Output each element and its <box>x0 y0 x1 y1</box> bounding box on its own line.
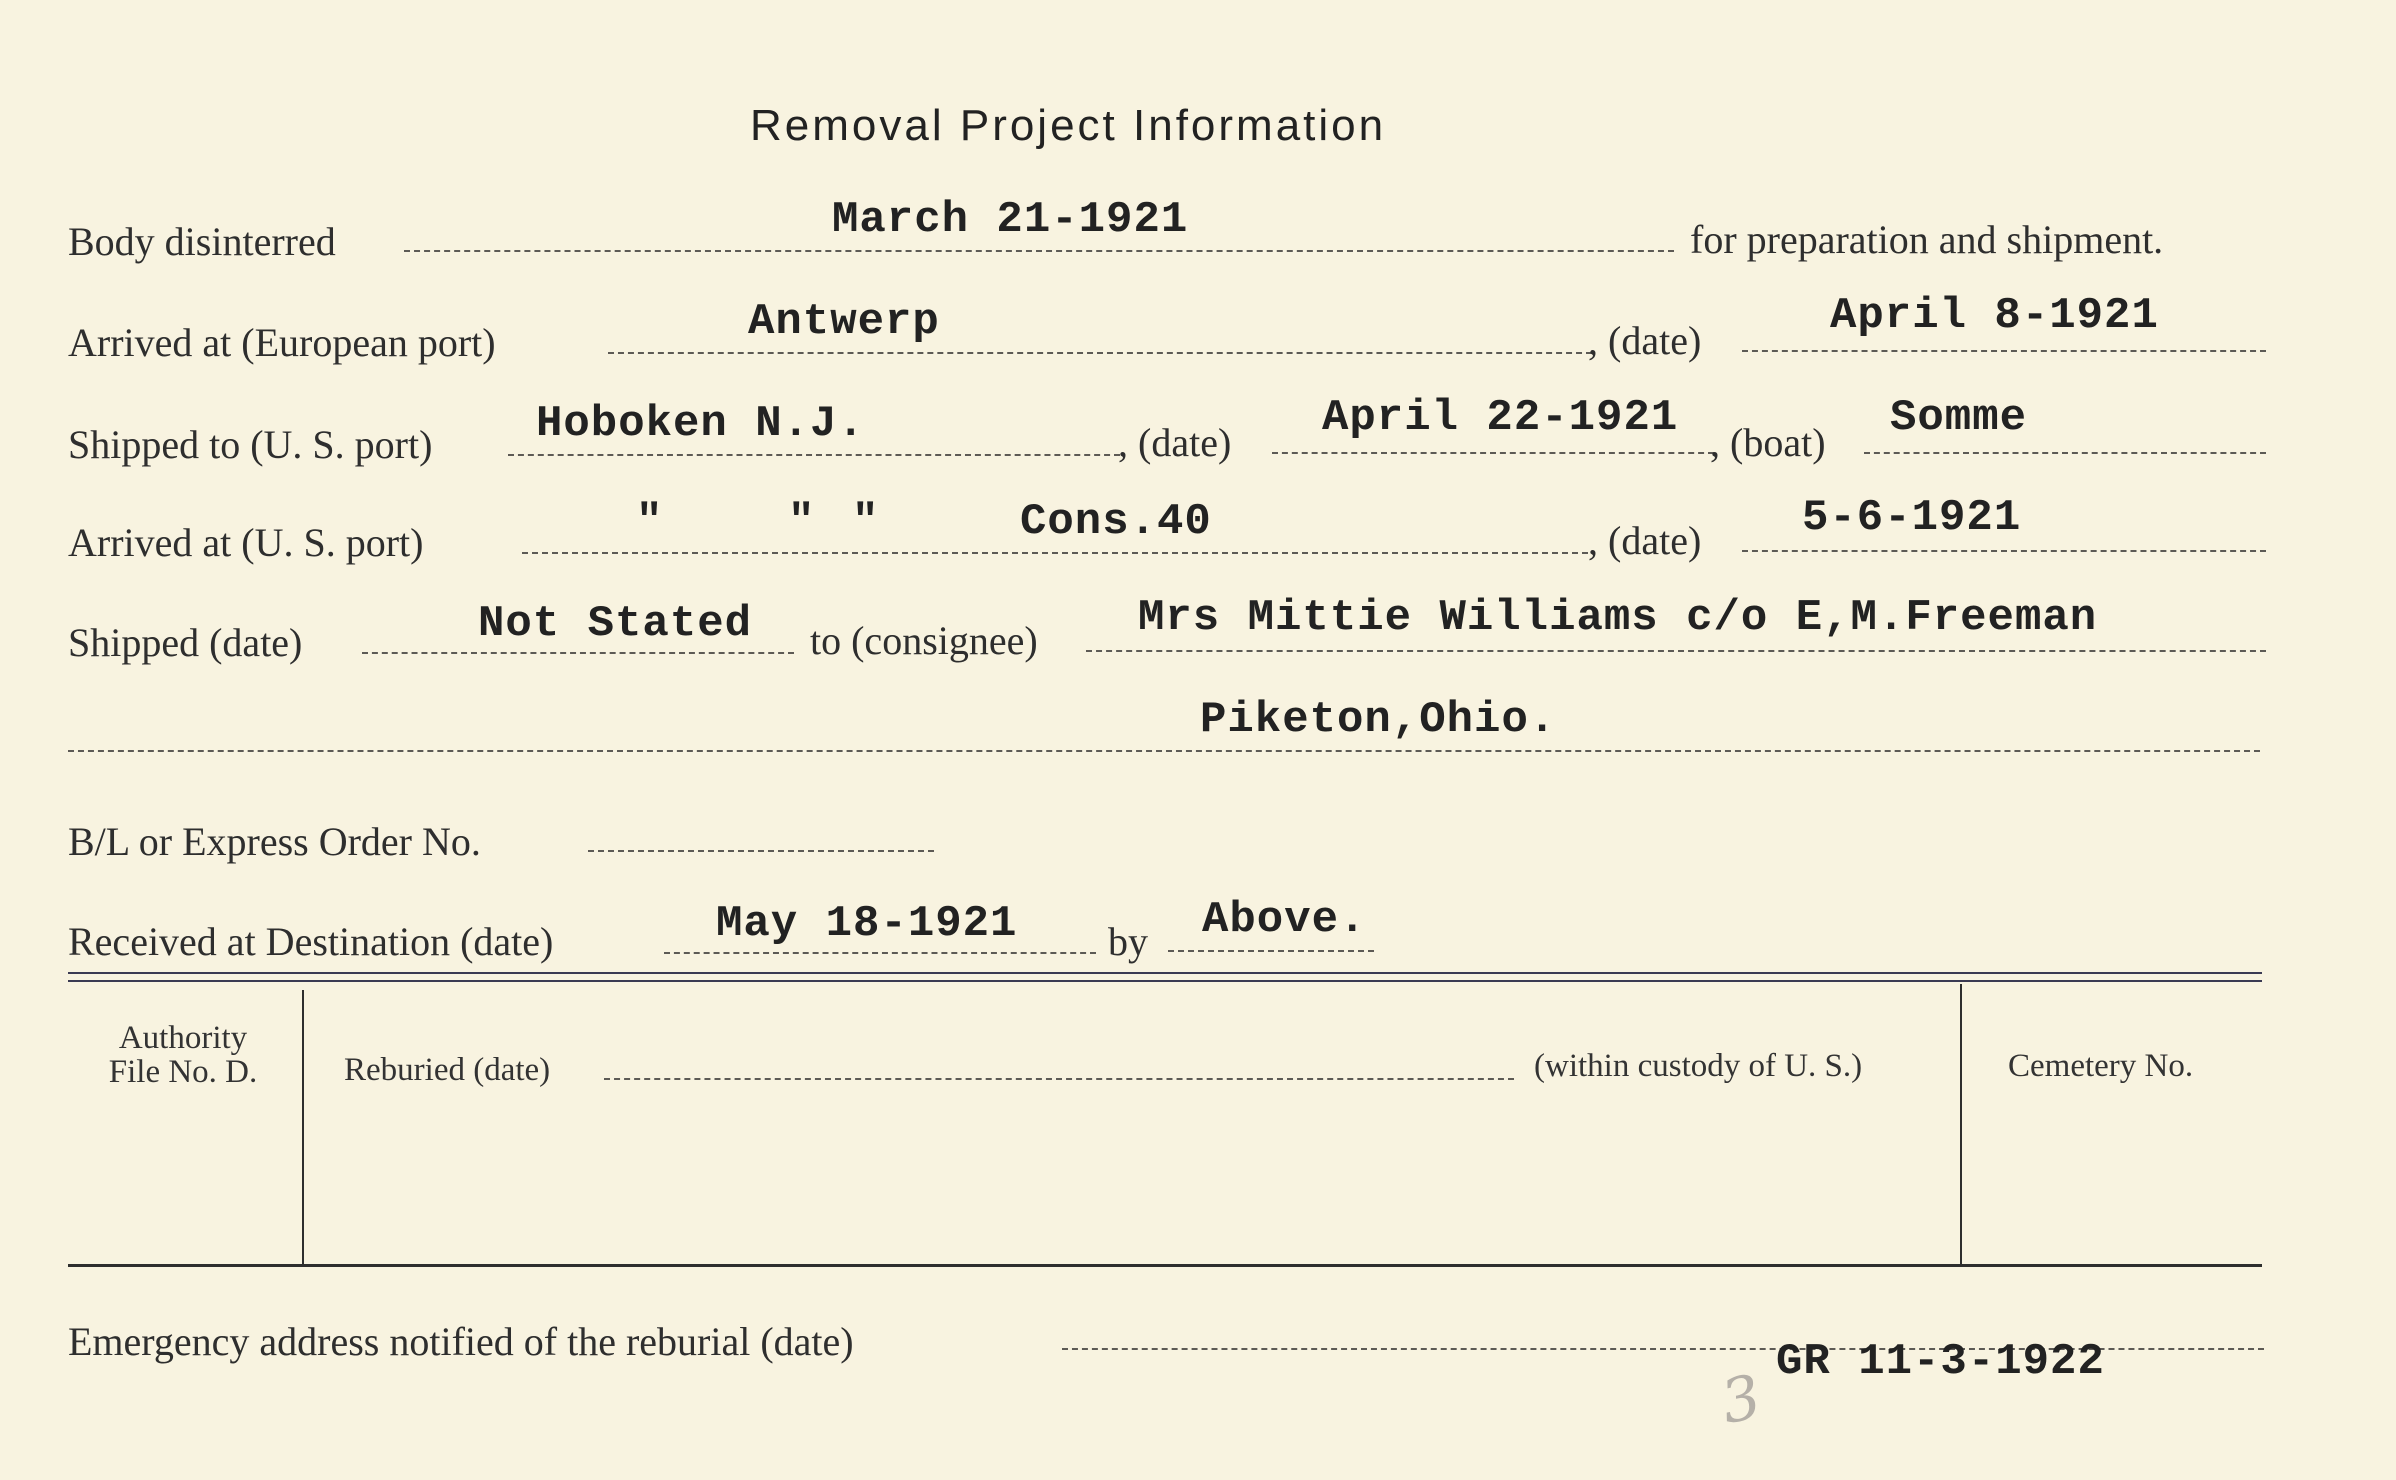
consignee-line <box>1086 650 2266 652</box>
reburied-line <box>604 1078 1514 1080</box>
received-label: Received at Destination (date) <box>68 919 554 964</box>
european-port-label: Arrived at (European port) <box>68 320 496 365</box>
shipped-to-boat-value: Somme <box>1890 393 2028 443</box>
disinterred-line <box>404 250 1674 252</box>
table-divider-right <box>1960 984 1962 1264</box>
us-port-date-label: , (date) <box>1588 518 1702 563</box>
disinterred-label: Body disinterred <box>68 219 336 264</box>
received-by-label: by <box>1108 919 1148 964</box>
consignee-label: to (consignee) <box>810 618 1038 663</box>
consignee-value: Mrs Mittie Williams c/o E,M.Freeman <box>1138 593 2098 643</box>
consignee-line-2 <box>68 750 2260 752</box>
shipped-to-date-line <box>1272 452 1714 454</box>
shipped-to-value: Hoboken N.J. <box>536 399 865 449</box>
bl-label: B/L or Express Order No. <box>68 819 481 864</box>
received-by-value: Above. <box>1202 895 1367 945</box>
table-top-rule-2 <box>68 980 2262 982</box>
european-port-date-label: , (date) <box>1588 318 1702 363</box>
table-bottom-rule <box>68 1264 2262 1267</box>
us-port-ditto-2: " <box>788 497 816 547</box>
table-divider-left <box>302 990 304 1264</box>
received-by-line <box>1168 950 1374 952</box>
emergency-value: GR 11-3-1922 <box>1776 1337 2105 1387</box>
shipped-to-line <box>508 454 1120 456</box>
bl-line <box>588 850 934 852</box>
emergency-label: Emergency address notified of the reburial (date) <box>68 1319 854 1364</box>
shipped-to-boat-label: , (boat) <box>1710 420 1826 465</box>
shipped-to-date-label: , (date) <box>1118 420 1232 465</box>
european-port-value: Antwerp <box>748 297 940 347</box>
european-port-date-line <box>1742 350 2266 352</box>
disinterred-suffix: for preparation and shipment. <box>1690 217 2164 262</box>
us-port-date-line <box>1742 550 2266 552</box>
us-port-ditto-3: " <box>852 497 880 547</box>
pencil-mark: 3 <box>1715 1361 1768 1439</box>
shipped-to-label: Shipped to (U. S. port) <box>68 422 433 467</box>
shipped-date-line <box>362 652 794 654</box>
authority-label-line1: Authority <box>118 1020 248 1056</box>
us-port-cons: Cons.40 <box>1020 497 1212 547</box>
authority-label-line2: File No. D. <box>108 1054 258 1090</box>
us-port-date-value: 5-6-1921 <box>1802 493 2022 543</box>
european-port-line <box>608 352 1592 354</box>
cemetery-label: Cemetery No. <box>2008 1048 2194 1084</box>
us-port-ditto-1: " <box>636 497 664 547</box>
card-title: Removal Project Information <box>750 101 1387 150</box>
us-port-line <box>522 552 1588 554</box>
custody-label: (within custody of U. S.) <box>1534 1048 1863 1084</box>
received-value: May 18-1921 <box>716 899 1018 949</box>
shipped-to-date-value: April 22-1921 <box>1322 393 1679 443</box>
disinterred-value: March 21-1921 <box>832 195 1189 245</box>
shipped-date-label: Shipped (date) <box>68 620 303 665</box>
consignee-address: Piketon,Ohio. <box>1200 695 1557 745</box>
reburied-label: Reburied (date) <box>344 1052 551 1088</box>
shipped-to-boat-line <box>1864 452 2266 454</box>
received-line <box>664 952 1096 954</box>
shipped-date-value: Not Stated <box>478 599 753 649</box>
european-port-date-value: April 8-1921 <box>1830 291 2159 341</box>
us-port-label: Arrived at (U. S. port) <box>68 520 424 565</box>
table-top-rule-1 <box>68 972 2262 974</box>
